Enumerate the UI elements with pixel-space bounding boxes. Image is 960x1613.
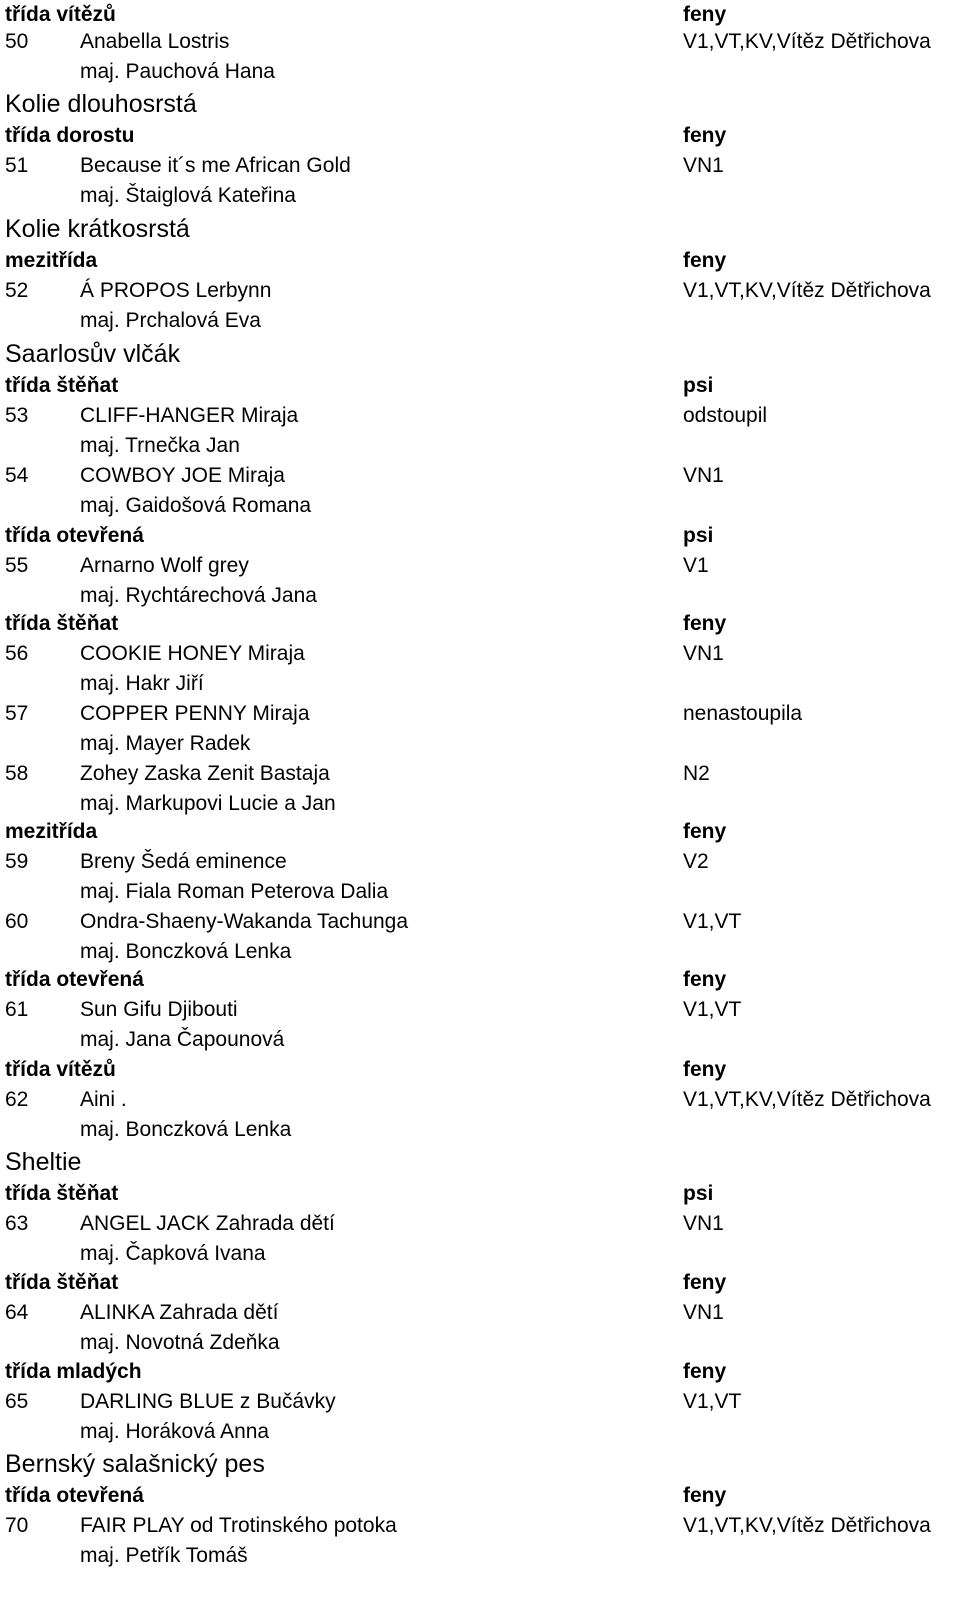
owner-row: [0, 729, 960, 759]
class-header: [0, 609, 960, 639]
owner-row: [0, 306, 960, 336]
entry-row: [0, 276, 960, 306]
owner-row: [0, 581, 960, 611]
entry-row: [0, 1085, 960, 1115]
dog-name: COOKIE HONEY Miraja: [80, 642, 305, 665]
entry-row: [0, 401, 960, 431]
dog-name: COWBOY JOE Miraja: [80, 464, 285, 487]
entry-number: 70: [5, 1514, 29, 1537]
entry-number: 64: [5, 1301, 29, 1324]
owner-row: [0, 669, 960, 699]
owner-name: maj. Petřík Tomáš: [80, 1544, 248, 1567]
entry-row: [0, 995, 960, 1025]
dog-name: Because it´s me African Gold: [80, 154, 351, 177]
sex-label: feny: [683, 1484, 727, 1507]
entry-number: 53: [5, 404, 29, 427]
owner-name: maj. Mayer Radek: [80, 732, 251, 755]
dog-name: Arnarno Wolf grey: [80, 554, 249, 577]
owner-name: maj. Horáková Anna: [80, 1420, 270, 1443]
entry-number: 62: [5, 1088, 29, 1111]
sex-label: feny: [683, 1271, 727, 1294]
class-header: [0, 1055, 960, 1085]
dog-name: DARLING BLUE z Bučávky: [80, 1390, 336, 1413]
class-label: mezitřída: [5, 249, 98, 272]
breed-heading: [0, 87, 960, 121]
class-label: mezitřída: [5, 820, 98, 843]
result: nenastoupila: [683, 702, 803, 725]
owner-name: maj. Trnečka Jan: [80, 434, 240, 457]
class-label: třída štěňat: [5, 612, 119, 635]
class-header: [0, 965, 960, 995]
owner-name: maj. Pauchová Hana: [80, 60, 275, 83]
breed-heading: [0, 337, 960, 371]
class-header: [0, 1357, 960, 1387]
result: odstoupil: [683, 404, 768, 427]
entry-number: 60: [5, 910, 29, 933]
class-header: [0, 1268, 960, 1298]
owner-row: [0, 1541, 960, 1571]
breed-title: Saarlosův vlčák: [5, 340, 181, 368]
owner-row: [0, 1025, 960, 1055]
entry-row: [0, 27, 960, 57]
result: V1,VT: [683, 998, 742, 1021]
entry-row: [0, 759, 960, 789]
class-label: třída otevřená: [5, 524, 144, 547]
dog-name: Breny Šedá eminence: [80, 850, 287, 873]
entry-row: [0, 847, 960, 877]
entry-row: [0, 1387, 960, 1417]
entry-number: 58: [5, 762, 29, 785]
entry-number: 56: [5, 642, 29, 665]
owner-row: [0, 1239, 960, 1269]
sex-label: psi: [683, 1182, 714, 1205]
entry-number: 57: [5, 702, 29, 725]
entry-row: [0, 639, 960, 669]
class-label: třída vítězů: [5, 3, 116, 26]
entry-row: [0, 1511, 960, 1541]
entry-number: 52: [5, 279, 29, 302]
class-header: [0, 1481, 960, 1511]
result: V1,VT: [683, 1390, 742, 1413]
owner-name: maj. Novotná Zdeňka: [80, 1331, 280, 1354]
dog-name: Ondra-Shaeny-Wakanda Tachunga: [80, 910, 409, 933]
class-header: [0, 121, 960, 151]
class-label: třída štěňat: [5, 1271, 119, 1294]
dog-name: ALINKA Zahrada dětí: [80, 1301, 279, 1324]
result: N2: [683, 762, 710, 785]
owner-name: maj. Bonczková Lenka: [80, 1118, 292, 1141]
dog-name: FAIR PLAY od Trotinského potoka: [80, 1514, 397, 1537]
result: VN1: [683, 642, 724, 665]
sex-label: psi: [683, 524, 714, 547]
dog-name: Aini .: [80, 1088, 127, 1111]
owner-row: [0, 1115, 960, 1145]
owner-row: [0, 937, 960, 967]
sex-label: feny: [683, 3, 727, 26]
breed-title: Kolie dlouhosrstá: [5, 90, 197, 118]
result: V2: [683, 850, 709, 873]
owner-row: [0, 491, 960, 521]
dog-name: CLIFF-HANGER Miraja: [80, 404, 299, 427]
owner-row: [0, 57, 960, 87]
result: VN1: [683, 464, 724, 487]
owner-row: [0, 181, 960, 211]
result: V1,VT,KV,Vítěz Dětřichova: [683, 1088, 931, 1111]
owner-name: maj. Markupovi Lucie a Jan: [80, 792, 336, 815]
dog-name: ANGEL JACK Zahrada dětí: [80, 1212, 335, 1235]
sex-label: feny: [683, 968, 727, 991]
dog-name: Anabella Lostris: [80, 30, 230, 53]
entry-number: 51: [5, 154, 29, 177]
class-header: [0, 521, 960, 551]
result: V1,VT,KV,Vítěz Dětřichova: [683, 279, 931, 302]
sex-label: feny: [683, 1058, 727, 1081]
entry-row: [0, 151, 960, 181]
sex-label: feny: [683, 612, 727, 635]
entry-number: 59: [5, 850, 29, 873]
sex-label: feny: [683, 249, 727, 272]
owner-row: [0, 1417, 960, 1447]
entry-row: [0, 1209, 960, 1239]
entry-number: 61: [5, 998, 29, 1021]
entry-number: 65: [5, 1390, 29, 1413]
dog-name: COPPER PENNY Miraja: [80, 702, 310, 725]
breed-title: Kolie krátkosrstá: [5, 215, 190, 243]
owner-name: maj. Fiala Roman Peterova Dalia: [80, 880, 389, 903]
owner-name: maj. Štaiglová Kateřina: [80, 184, 296, 207]
breed-heading: [0, 1447, 960, 1481]
dog-name: Sun Gifu Djibouti: [80, 998, 238, 1021]
result: V1: [683, 554, 709, 577]
entry-number: 63: [5, 1212, 29, 1235]
entry-row: [0, 461, 960, 491]
breed-title: Bernský salašnický pes: [5, 1450, 265, 1478]
owner-row: [0, 789, 960, 819]
sex-label: feny: [683, 820, 727, 843]
class-header: [0, 371, 960, 401]
class-label: třída štěňat: [5, 1182, 119, 1205]
dog-name: Zohey Zaska Zenit Bastaja: [80, 762, 330, 785]
result: V1,VT,KV,Vítěz Dětřichova: [683, 1514, 931, 1537]
owner-row: [0, 1328, 960, 1358]
class-header: [0, 0, 960, 30]
dog-name: Á PROPOS Lerbynn: [80, 279, 272, 302]
class-label: třída štěňat: [5, 374, 119, 397]
class-label: třída otevřená: [5, 1484, 144, 1507]
result: VN1: [683, 154, 724, 177]
breed-heading: [0, 212, 960, 246]
owner-name: maj. Prchalová Eva: [80, 309, 261, 332]
entry-row: [0, 1298, 960, 1328]
class-label: třída vítězů: [5, 1058, 116, 1081]
class-label: třída dorostu: [5, 124, 135, 147]
class-header: [0, 246, 960, 276]
sex-label: psi: [683, 374, 714, 397]
entry-number: 50: [5, 30, 29, 53]
class-label: třída otevřená: [5, 968, 144, 991]
owner-name: maj. Bonczková Lenka: [80, 940, 292, 963]
result: V1,VT: [683, 910, 742, 933]
entry-row: [0, 699, 960, 729]
owner-name: maj. Rychtárechová Jana: [80, 584, 317, 607]
entry-number: 54: [5, 464, 29, 487]
owner-row: [0, 877, 960, 907]
owner-name: maj. Jana Čapounová: [80, 1028, 285, 1051]
class-header: [0, 817, 960, 847]
owner-name: maj. Čapková Ivana: [80, 1242, 266, 1265]
owner-row: [0, 431, 960, 461]
breed-heading: [0, 1145, 960, 1179]
sex-label: feny: [683, 1360, 727, 1383]
entry-number: 55: [5, 554, 29, 577]
entry-row: [0, 551, 960, 581]
class-header: [0, 1179, 960, 1209]
owner-name: maj. Gaidošová Romana: [80, 494, 312, 517]
result: VN1: [683, 1212, 724, 1235]
owner-name: maj. Hakr Jiří: [80, 672, 204, 695]
entry-row: [0, 907, 960, 937]
class-label: třída mladých: [5, 1360, 142, 1383]
result: VN1: [683, 1301, 724, 1324]
result: V1,VT,KV,Vítěz Dětřichova: [683, 30, 931, 53]
breed-title: Sheltie: [5, 1148, 82, 1176]
sex-label: feny: [683, 124, 727, 147]
